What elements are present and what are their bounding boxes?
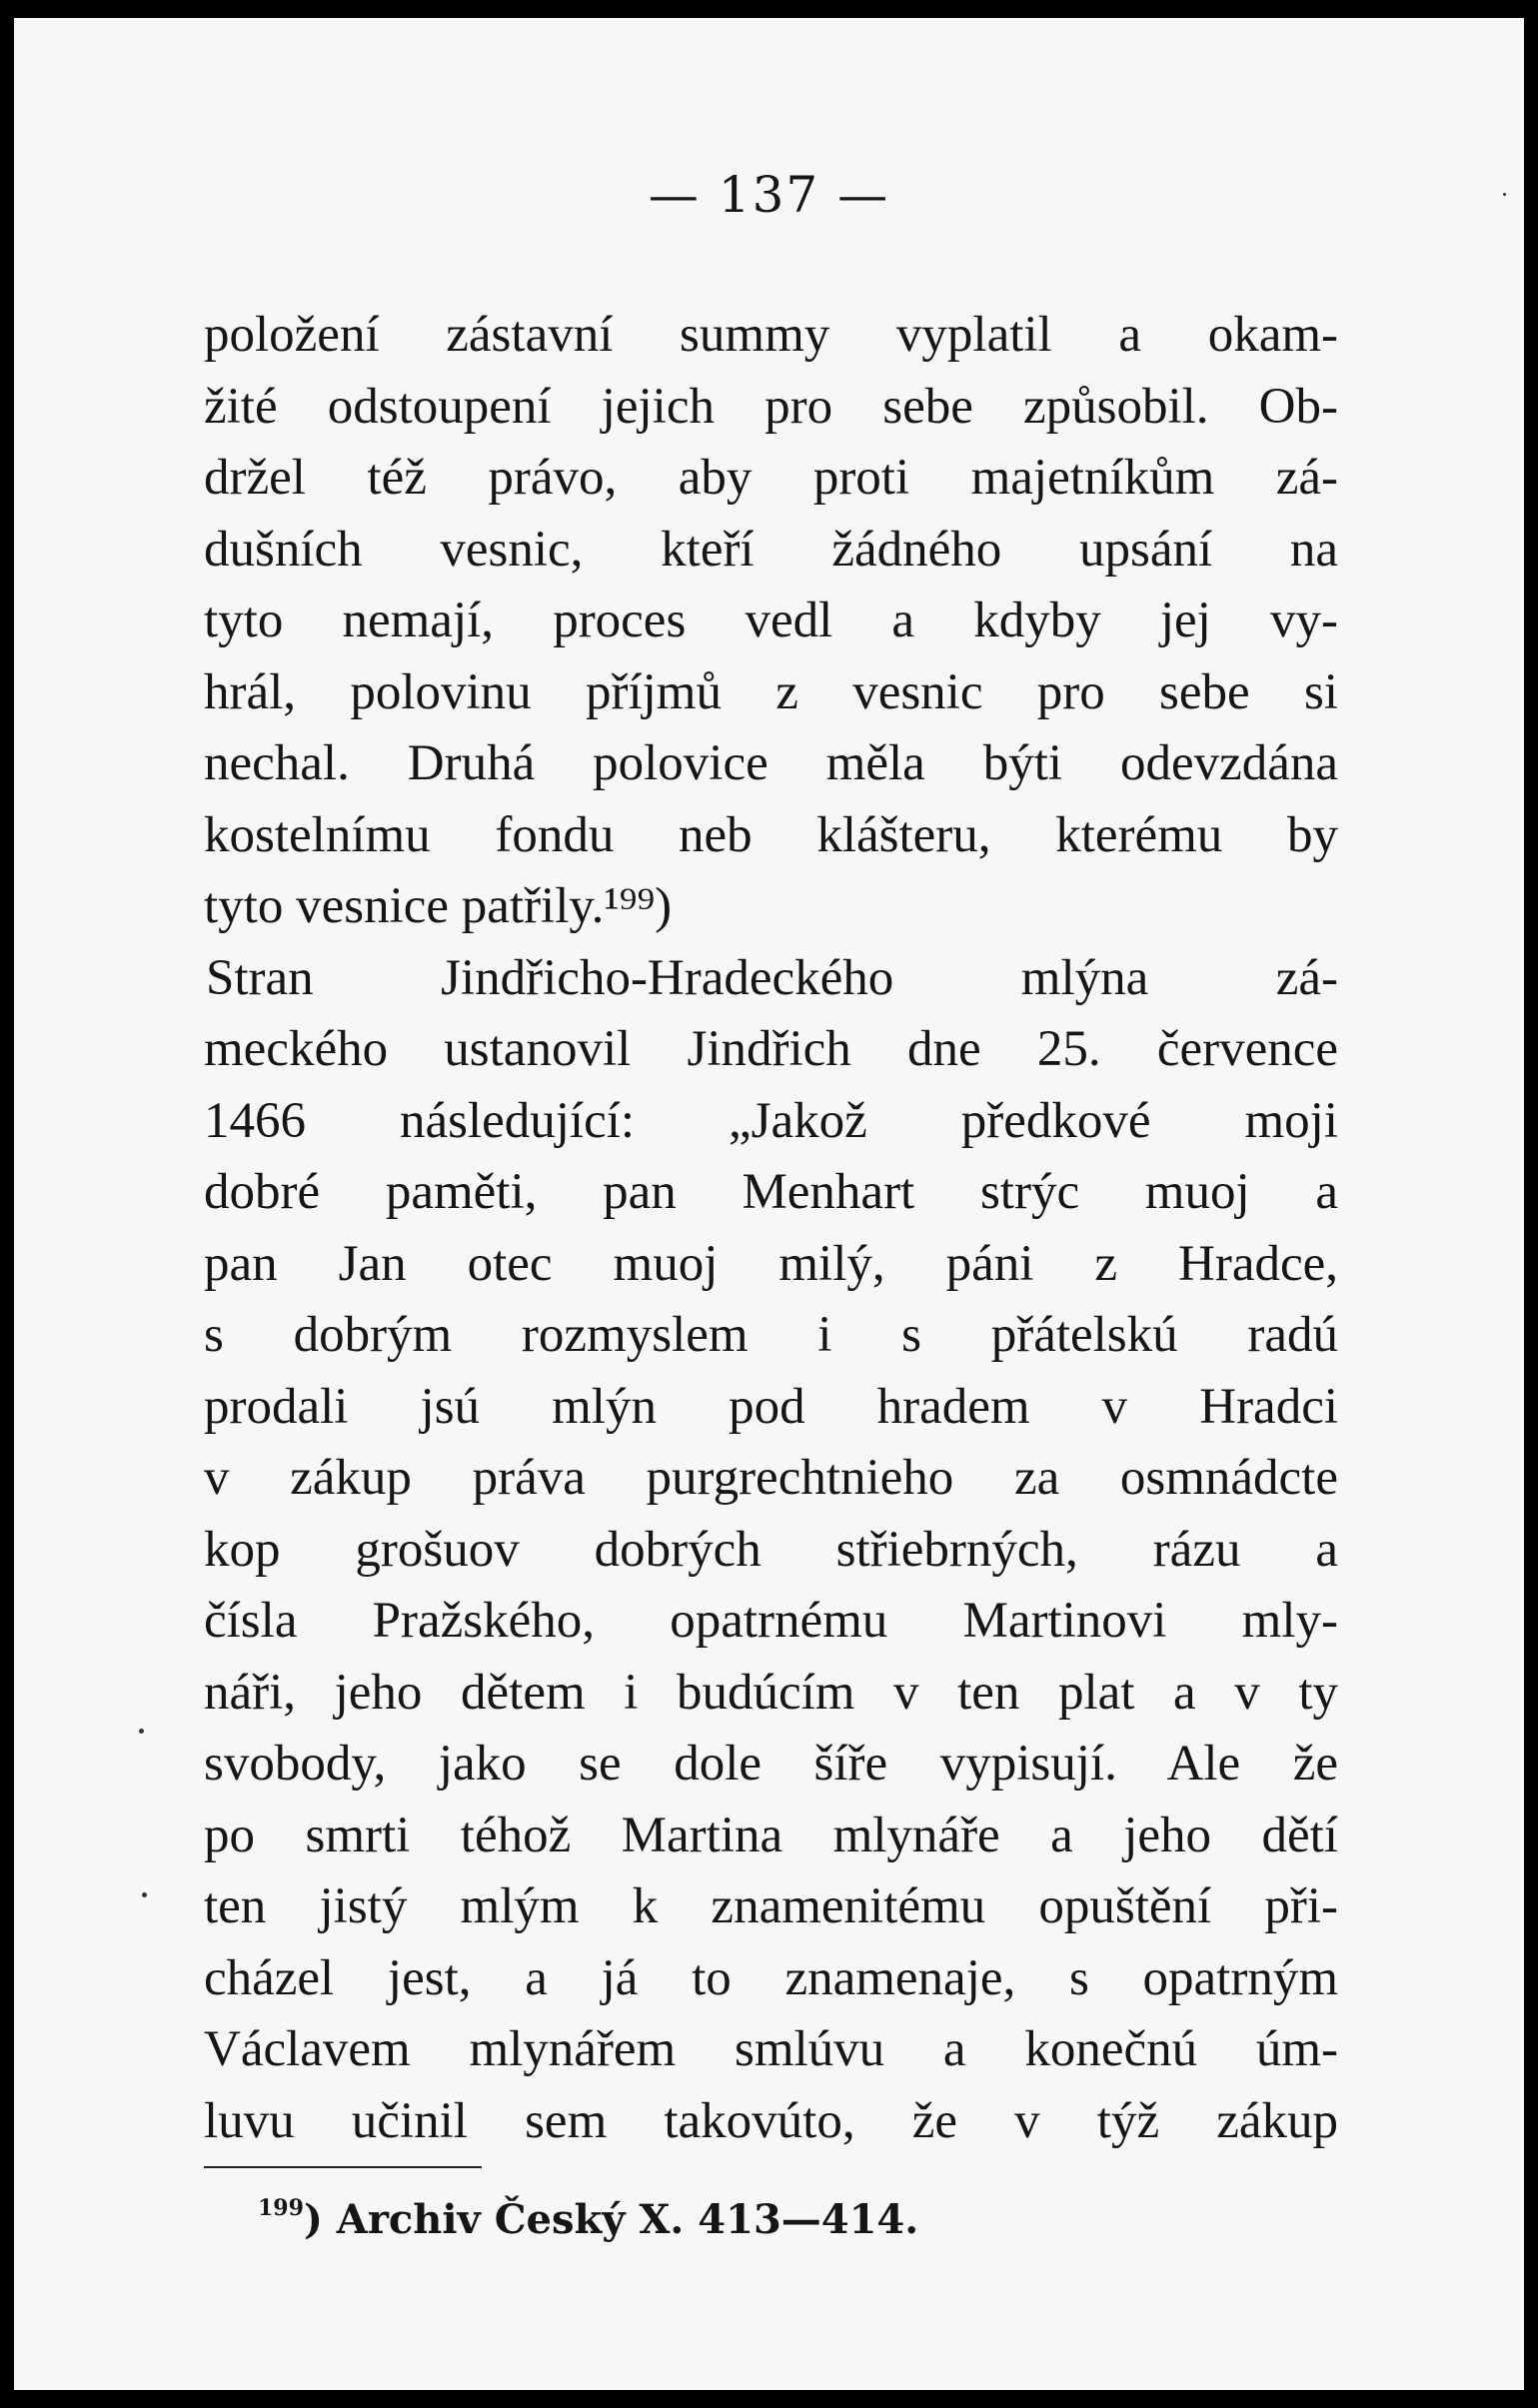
text-line: dobré paměti, pan Menhart strýc muoj a (204, 1164, 1338, 1220)
speck-mark (1503, 193, 1506, 196)
text-line: svobody, jako se dole šíře vypisují. Ale že (204, 1736, 1338, 1792)
speck-mark (139, 1729, 144, 1734)
text-line: tyto nemají, proces vedl a kdyby jej vy- (204, 593, 1338, 648)
footnote-divider (204, 2166, 482, 2168)
text-line: Václavem mlynářem smlúvu a konečnú úm- (204, 2021, 1338, 2077)
text-line: po smrti téhož Martina mlynáře a jeho dětí (204, 1806, 1338, 1863)
text-line: Stran Jindřicho-Hradeckého mlýna zá- (206, 949, 1338, 1006)
text-line: v zákup práva purgrechtnieho za osmnádcte (204, 1450, 1338, 1506)
body-text (204, 300, 1338, 2157)
text-line: s dobrým rozmyslem i s přátelskú radú (204, 1307, 1338, 1363)
text-line: 1466 následující: „Jakož předkové moji (204, 1092, 1338, 1149)
text-line: položení zástavní summy vyplatil a okam- (204, 307, 1338, 363)
text-line: čísla Pražského, opatrnému Martinovi mly- (204, 1593, 1338, 1649)
footnote (258, 2178, 918, 2250)
text-line: kop grošuov dobrých střiebrných, rázu a (204, 1521, 1338, 1578)
text-line: dušních vesnic, kteří žádného upsání na (204, 521, 1338, 578)
text-line: žité odstoupení jejich pro sebe způsobil. Ob- (204, 378, 1338, 435)
footnote-number: 199 (258, 2195, 304, 2221)
text-line: meckého ustanovil Jindřich dne 25. července (204, 1021, 1338, 1077)
footnote-text: ) Archiv Český X. 413—414. (303, 2196, 919, 2243)
text-line: luvu učinil sem takovúto, že v týž zákup (204, 2092, 1338, 2149)
text-line: ten jistý mlým k znamenitému opuštění při- (204, 1878, 1338, 1934)
text-line: prodali jsú mlýn pod hradem v Hradci (204, 1378, 1338, 1435)
text-line: hrál, polovinu příjmů z vesnic pro sebe si (204, 663, 1338, 720)
text-line: kostelnímu fondu neb klášteru, kterému by (204, 806, 1338, 863)
text-line: náři, jeho dětem i budúcím v ten plat a v ty (204, 1664, 1338, 1721)
page-number: — 137 — (648, 166, 890, 224)
text-line: držel též právo, aby proti majetníkům zá- (204, 450, 1338, 506)
book-page (14, 18, 1524, 2390)
text-line: cházel jest, a já to znamenaje, s opatrným (204, 1949, 1338, 2006)
text-line: pan Jan otec muoj milý, páni z Hradce, (204, 1235, 1338, 1292)
text-line: tyto vesnice patřily.¹⁹⁹) (204, 878, 673, 934)
text-line: nechal. Druhá polovice měla býti odevzdána (204, 735, 1338, 791)
speck-mark (142, 1892, 147, 1897)
